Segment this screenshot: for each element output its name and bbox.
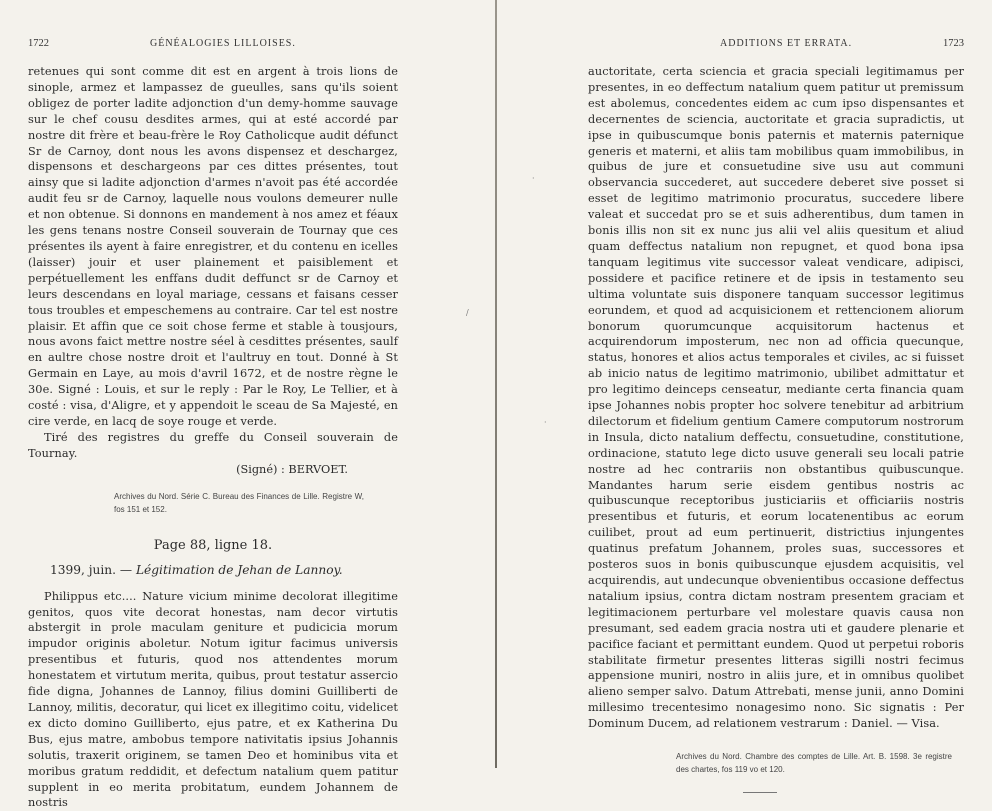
signature-line: (Signé) : BERVOET. (236, 462, 348, 476)
left-running-header (28, 38, 398, 54)
left-body (28, 64, 398, 811)
left-page (28, 38, 398, 811)
right-page (588, 38, 964, 793)
right-page-number: 1723 (943, 38, 964, 49)
section-heading: Page 88, ligne 18. (153, 537, 273, 553)
entry-date: 1399, juin. — (50, 562, 133, 577)
end-rule (743, 792, 777, 793)
registry-note: Tiré des registres du greffe du Conseil souverain de Tournay. (28, 430, 398, 460)
entry-heading (28, 561, 398, 579)
entry-title: Légitimation de Jehan de Lannoy. (135, 562, 343, 577)
right-running-header (588, 38, 964, 54)
margin-mark: / (466, 308, 469, 317)
latin-paragraph-start: Philippus etc.... Nature vicium minime decolorat illegitime genitos, quos vite decorat honestas, nam decor virtutis abstergit in prole maculam geniture et pudicicia morum impudor originis aboletur. Notum igitur facimus universis presentibus et futuris, quod nos attendentes morum honestatem et virtutum merita, quibus, prout testatur assercio fide digna, Johannes de Lannoy, filius domini Guilliberti de Lannoy, militis, decoratur, qui licet ex illegitimo coitu, videlicet ex dicto domino Guilliberto, ejus patre, et ex Katherina Du Bus, ejus matre, ambobus tempore nativitatis ipsius Johannis solutis, traxerit originem, se tamen Deo et hominibus vita et moribus gratum reddidit, et defectum natalium quem patitur supplent in eo merita probitatum, eundem Johannem de nostris (28, 589, 398, 810)
margin-mark: · (532, 174, 535, 183)
left-running-title: GÉNÉALOGIES LILLOISES. (150, 38, 296, 49)
latin-paragraph-continued: auctoritate, certa sciencia et gracia speciali legitimamus per presentes, in eo deffectum natalium quem patitur ut premissum est abolemus, concedentes eidem ac cum ipso dispensantes et decernentes de sciencia, auctoritate et gracia supradictis, ut ipse in quibuscumque bonis paternis et maternis paternique generis et materni, et aliis tam mobilibus quam immobilibus, in quibus de jure et consuetudine sive usu aut communi observancia succederet, aut succedere deberet sive posset si esset de legitimo matrimonio procuratus, succedere libere valeat et succedat pro se et suis adherentibus, dum tamen in bonis illis non sit ex nunc jus alii vel aliis quesitum et aliud quam deffectus natalium non repugnet, et quod bona ipsa tanquam legitimus vite successor valeat vendicare, adipisci, possidere et pacifice retinere et de ipsis in testamento seu ultima voluntate suis disponere tanquam successor legitimus eorundem, et quod ad acquisicionem et rettencionem aliorum bonorum quorumcunque acquisitorum hactenus et acquirendorum imposterum, nec non ad officia quecunque, status, honores et alios actus temporales et civiles, ac si fuisset ab inicio natus de legitimo matrimonio, ubilibet admittatur et pro legitimo deinceps censeatur, mediante certa financia quam ipse Johannes nobis propter hoc solvere tenebitur ad arbitrium dilectorum et fidelium gentium Camere computorum nostrorum in Insula, dicto natalium deffectu, consuetudine, constitutione, ordinacione, statuto lege dicto usuve generali seu locali patrie nostre ad hec contrariis non obstantibus quibuscunque. Mandantes harum serie eisdem gentibus nostris ac quibuscunque receptoribus justiciariis et officiariis nostris presentibus et futuris, et eorum locatenentibus ac eorum cuilibet, prout ad eum pertinuerit, districtius injungentes quatinus prefatum Johannem, proles suas, successores et posteros suos in bonis quibuscunque ejusdem acquisitis, vel acquirendis, aut undecunque obvenientibus occasione deffectus natalium ipsius, contra dictam nostram presentem graciam et legitimacionem perturbare vel molestare quavis causa non presumant, sed eadem gracia nostra uti et gaudere plenarie et pacifice faciant et permittant eundem. Quod ut perpetui roboris stabilitate firmetur presentes litteras sigilli nostri fecimus appensione muniri, nostro in aliis jure, et in omnibus quolibet alieno semper salvo. Datum Attrebati, mense junii, anno Domini millesimo trecentesimo nonagesimo nono. Sic signatis : Per Dominum Ducem, ad relationem vestrarum : Daniel. — Visa. (588, 65, 964, 731)
left-archive-reference: Archives du Nord. Série C. Bureau des Finances de Lille. Registre W, fos 151 et 152. (114, 491, 364, 514)
continuation-paragraph: retenues qui sont comme dit est en argent à trois lions de sinople, armez et lampassez de gueulles, sans qu'ils soient obligez de porter ladite adjonction d'un demy-homme sauvage sur le chef cousu desdites armes, qui at esté accordé par nostre dit frère et beau-frère le Roy Catholicque audit défunct Sr de Carnoy, dont nous les avons dispensez et deschargez, dispensons et deschargeons par ces dittes présentes, tout ainsy que si ladite adjonction d'armes n'avoit pas été accordée audit feu sr de Carnoy, laquelle nous voulons demeurer nulle et non obtenue. Si donnons en mandement à nos amez et féaux les gens tenans nostre Conseil souverain de Tournay que ces présentes ils ayent à faire enregistrer, et du contenu en icelles (laisser) jouir et user plainement et paisiblement et perpétuellement les enffans dudit deffunct sr de Carnoy et leurs descendans en loyal mariage, cessans et faisans cesser tous troubles et empeschemens au contraire. Car tel est nostre plaisir. Et affin que ce soit chose ferme et stable à tousjours, nous avons faict mettre nostre séel à cesdittes présentes, saulf en aultre chose nostre droit et l'aultruy en tout. Donné à St Germain en Laye, au mois d'avril 1672, et de nostre règne le 30e. Signé : Louis, et sur le reply : Par le Roy, Le Tellier, et à costé : visa, d'Aligre, et y appendoit le sceau de Sa Majesté, en cire verde, en lacq de soye rouge et verde. (28, 65, 398, 428)
left-page-number: 1722 (28, 38, 49, 49)
right-body (588, 64, 964, 793)
right-archive-reference: Archives du Nord. Chambre des comptes de Lille. Art. B. 1598. 3e registre des chartes, fos 119 vo et 120. (676, 752, 952, 775)
right-running-title: ADDITIONS ET ERRATA. (720, 38, 853, 49)
margin-mark: · (544, 418, 547, 427)
book-gutter (495, 0, 497, 768)
